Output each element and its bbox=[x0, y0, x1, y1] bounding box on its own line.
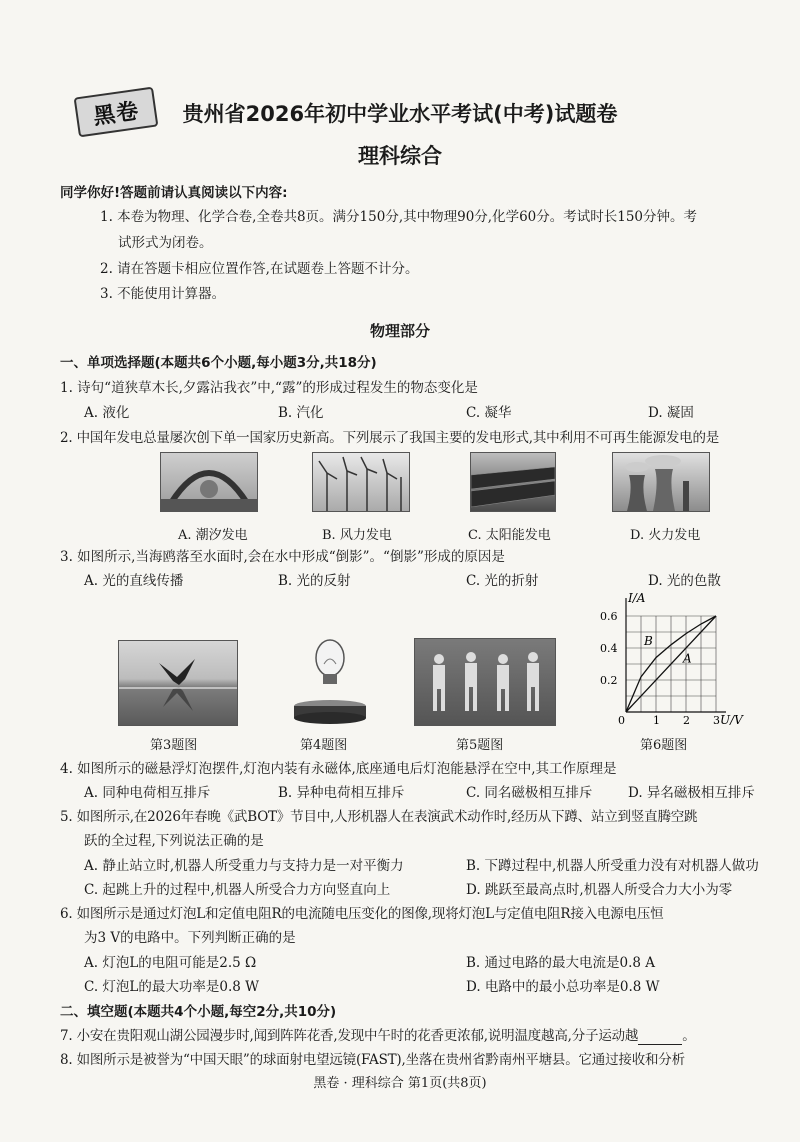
q7-stem bbox=[60, 1027, 696, 1045]
q6-option-b: B. 通过电路的最大电流是0.8 A bbox=[466, 955, 656, 971]
q1-option-a: A. 液化 bbox=[84, 405, 130, 421]
section-title: 物理部分 bbox=[369, 322, 430, 340]
q1-stem: 1. 诗句“道狭草木长,夕露沾我衣”中,“露”的形成过程发生的物态变化是 bbox=[60, 380, 478, 396]
instruction-1: 1. 本卷为物理、化学合卷,全卷共8页。满分150分,其中物理90分,化学60分。考试时长150分钟。考 bbox=[100, 209, 698, 225]
q6-stem: 6. 如图所示是通过灯泡L和定值电阻R的电流随电压变化的图像,现将灯泡L与定值电阻R接入电源电压恒 bbox=[60, 906, 664, 922]
y-axis-label: I/A bbox=[628, 591, 646, 605]
q1-option-d: D. 凝固 bbox=[648, 405, 694, 421]
q4-option-b: B. 异种电荷相互排斥 bbox=[278, 785, 405, 801]
q3-stem: 3. 如图所示,当海鸥落至水面时,会在水中形成“倒影”。“倒影”形成的原因是 bbox=[60, 549, 505, 565]
q7-text: 7. 小安在贵阳观山湖公园漫步时,闻到阵阵花香,发现中午时的花香更浓郁,说明温度越高,分子运动越 bbox=[60, 1028, 639, 1044]
instruction-2: 2. 请在答题卡相应位置作答,在试题卷上答题不计分。 bbox=[100, 261, 419, 277]
q6-option-d: D. 电路中的最小总功率是0.8 W bbox=[466, 979, 660, 995]
q3-option-b: B. 光的反射 bbox=[278, 573, 351, 589]
q8-stem: 8. 如图所示是被誉为“中国天眼”的球面射电望远镜(FAST),坐落在贵州省黔南州平塘县。它通过接收和分析 bbox=[60, 1052, 685, 1068]
exam-title: 贵州省2026年初中学业水平考试(中考)试题卷 bbox=[182, 102, 618, 126]
y-tick-label: 0.2 bbox=[600, 674, 618, 687]
x-tick-label: 1 bbox=[653, 714, 660, 727]
figure-3-caption: 第3题图 bbox=[150, 738, 198, 753]
q4-stem: 4. 如图所示的磁悬浮灯泡摆件,灯泡内装有永磁体,底座通电后灯泡能悬浮在空中,其工作原理是 bbox=[60, 761, 617, 777]
q6-stem-cont: 为3 V的电路中。下列判断正确的是 bbox=[84, 930, 296, 946]
q4-option-d: D. 异名磁极相互排斥 bbox=[628, 785, 755, 801]
instruction-1-cont: 试形式为闭卷。 bbox=[118, 235, 213, 251]
q2-caption-b: B. 风力发电 bbox=[322, 528, 392, 543]
q5-stem-cont: 跃的全过程,下列说法正确的是 bbox=[84, 833, 264, 849]
x-tick-label: 3 bbox=[713, 714, 720, 727]
page-footer: 黑卷 · 理科综合 第1页(共8页) bbox=[313, 1076, 487, 1091]
tidal-power-photo bbox=[160, 452, 258, 512]
x-axis-label: U/V bbox=[720, 713, 743, 727]
q7-answer-blank bbox=[638, 1032, 682, 1045]
q3-option-d: D. 光的色散 bbox=[648, 573, 721, 589]
part1-heading: 一、单项选择题(本题共6个小题,每小题3分,共18分) bbox=[60, 355, 377, 371]
instruction-3: 3. 不能使用计算器。 bbox=[100, 286, 226, 302]
q6-option-a: A. 灯泡L的电阻可能是2.5 Ω bbox=[84, 955, 257, 971]
wind-power-photo bbox=[312, 452, 410, 512]
greeting: 同学你好!答题前请认真阅读以下内容: bbox=[60, 185, 288, 201]
q4-option-a: A. 同种电荷相互排斥 bbox=[84, 785, 211, 801]
seagull-photo bbox=[118, 640, 238, 726]
q5-option-a: A. 静止站立时,机器人所受重力与支持力是一对平衡力 bbox=[84, 858, 404, 874]
q5-option-c: C. 起跳上升的过程中,机器人所受合力方向竖直向上 bbox=[84, 882, 391, 898]
logo-text: 黑卷 bbox=[91, 98, 141, 130]
x-tick-label: 2 bbox=[683, 714, 690, 727]
q2-caption-a: A. 潮汐发电 bbox=[178, 528, 248, 543]
y-tick-label: 0.6 bbox=[600, 610, 618, 623]
q3-option-c: C. 光的折射 bbox=[466, 573, 539, 589]
robots-photo bbox=[414, 638, 556, 726]
y-tick-label: 0.4 bbox=[600, 642, 618, 655]
q2-caption-c: C. 太阳能发电 bbox=[468, 528, 551, 543]
q7-end: 。 bbox=[682, 1028, 696, 1044]
origin-label: 0 bbox=[618, 714, 625, 727]
figure-5-caption: 第5题图 bbox=[456, 738, 504, 753]
q2-stem: 2. 中国年发电总量屡次创下单一国家历史新高。下列展示了我国主要的发电形式,其中利用不可再生能源发电的是 bbox=[60, 430, 720, 446]
q6-option-c: C. 灯泡L的最大功率是0.8 W bbox=[84, 979, 260, 995]
q5-option-b: B. 下蹲过程中,机器人所受重力没有对机器人做功 bbox=[466, 858, 759, 874]
maglev-bulb-figure bbox=[290, 636, 370, 726]
figure-4-caption: 第4题图 bbox=[300, 738, 348, 753]
q1-option-c: C. 凝华 bbox=[466, 405, 512, 421]
iu-chart bbox=[596, 588, 746, 728]
q3-option-a: A. 光的直线传播 bbox=[84, 573, 184, 589]
q5-stem: 5. 如图所示,在2026年春晚《武BOT》节目中,人形机器人在表演武术动作时,经历从下蹲、站立到竖直腾空跳 bbox=[60, 809, 698, 825]
q4-option-c: C. 同名磁极相互排斥 bbox=[466, 785, 593, 801]
thermal-power-photo bbox=[612, 452, 710, 512]
q2-caption-d: D. 火力发电 bbox=[630, 528, 701, 543]
figure-6-caption: 第6题图 bbox=[640, 738, 688, 753]
q1-option-b: B. 汽化 bbox=[278, 405, 324, 421]
solar-power-photo bbox=[470, 452, 556, 512]
series-label-B: B bbox=[644, 633, 653, 648]
exam-subtitle: 理科综合 bbox=[358, 144, 442, 168]
series-label-A: A bbox=[683, 651, 692, 666]
q5-option-d: D. 跳跃至最高点时,机器人所受合力大小为零 bbox=[466, 882, 733, 898]
part2-heading: 二、填空题(本题共4个小题,每空2分,共10分) bbox=[60, 1004, 337, 1020]
